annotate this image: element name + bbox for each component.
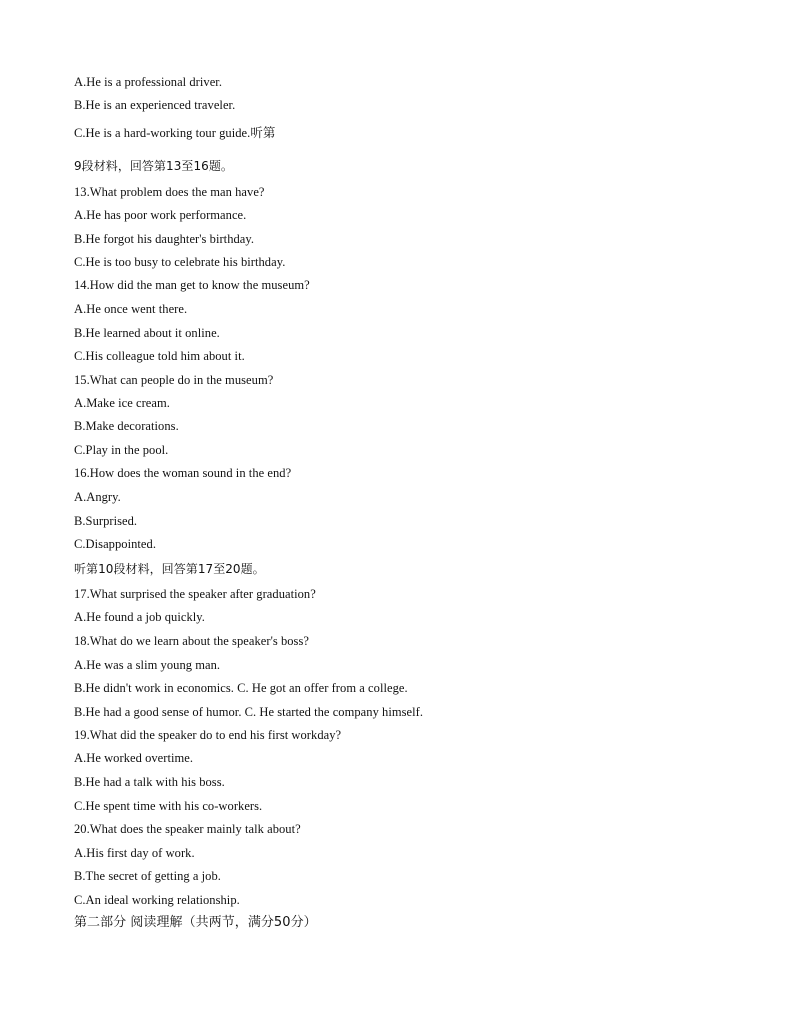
question-line: 15.What can people do in the museum? (74, 373, 274, 387)
option-line: A.He was a slim young man. (74, 658, 221, 672)
option-line: A.He once went there. (74, 302, 188, 316)
question-line: 17.What surprised the speaker after graduation? (74, 587, 316, 601)
option-line: A.Angry. (74, 490, 121, 504)
option-line: A.He worked overtime. (74, 751, 194, 765)
question-line: 14.How did the man get to know the museum? (74, 278, 310, 292)
question-line: 19.What did the speaker do to end his first workday? (74, 728, 342, 742)
option-line: A.He has poor work performance. (74, 208, 247, 222)
section-instruction: 听第10段材料，回答第17至20题。 (74, 562, 265, 576)
option-line: C.His colleague told him about it. (74, 349, 245, 363)
question-line: 16.How does the woman sound in the end? (74, 466, 292, 480)
option-line: B.He learned about it online. (74, 326, 220, 340)
question-line: 20.What does the speaker mainly talk about? (74, 822, 301, 836)
section-instruction: 9段材料，回答第13至16题。 (74, 159, 233, 173)
option-line: B.He had a talk with his boss. (74, 775, 225, 789)
option-line: B.He is an experienced traveler. (74, 98, 236, 112)
option-line: C.An ideal working relationship. (74, 893, 240, 907)
option-line: B.Surprised. (74, 514, 138, 528)
option-line: B.He didn't work in economics. C. He got an offer from a college. (74, 681, 408, 695)
question-line: 18.What do we learn about the speaker's boss? (74, 634, 309, 648)
option-line: A.Make ice cream. (74, 396, 170, 410)
option-line: C.Disappointed. (74, 537, 156, 551)
option-line: A.He found a job quickly. (74, 610, 205, 624)
option-line: B.He forgot his daughter's birthday. (74, 232, 255, 246)
question-line: 13.What problem does the man have? (74, 185, 265, 199)
part-heading: 第二部分 阅读理解（共两节，满分50分） (74, 915, 317, 930)
option-line: C.He is a hard-working tour guide.听第 (74, 126, 276, 140)
option-line: C.Play in the pool. (74, 443, 169, 457)
option-line: A.He is a professional driver. (74, 75, 222, 89)
option-line: C.He spent time with his co-workers. (74, 799, 263, 813)
option-line: B.He had a good sense of humor. C. He started the company himself. (74, 705, 424, 719)
option-line: B.The secret of getting a job. (74, 869, 221, 883)
option-line: B.Make decorations. (74, 419, 179, 433)
option-line: C.He is too busy to celebrate his birthday. (74, 255, 286, 269)
option-line: A.His first day of work. (74, 846, 195, 860)
